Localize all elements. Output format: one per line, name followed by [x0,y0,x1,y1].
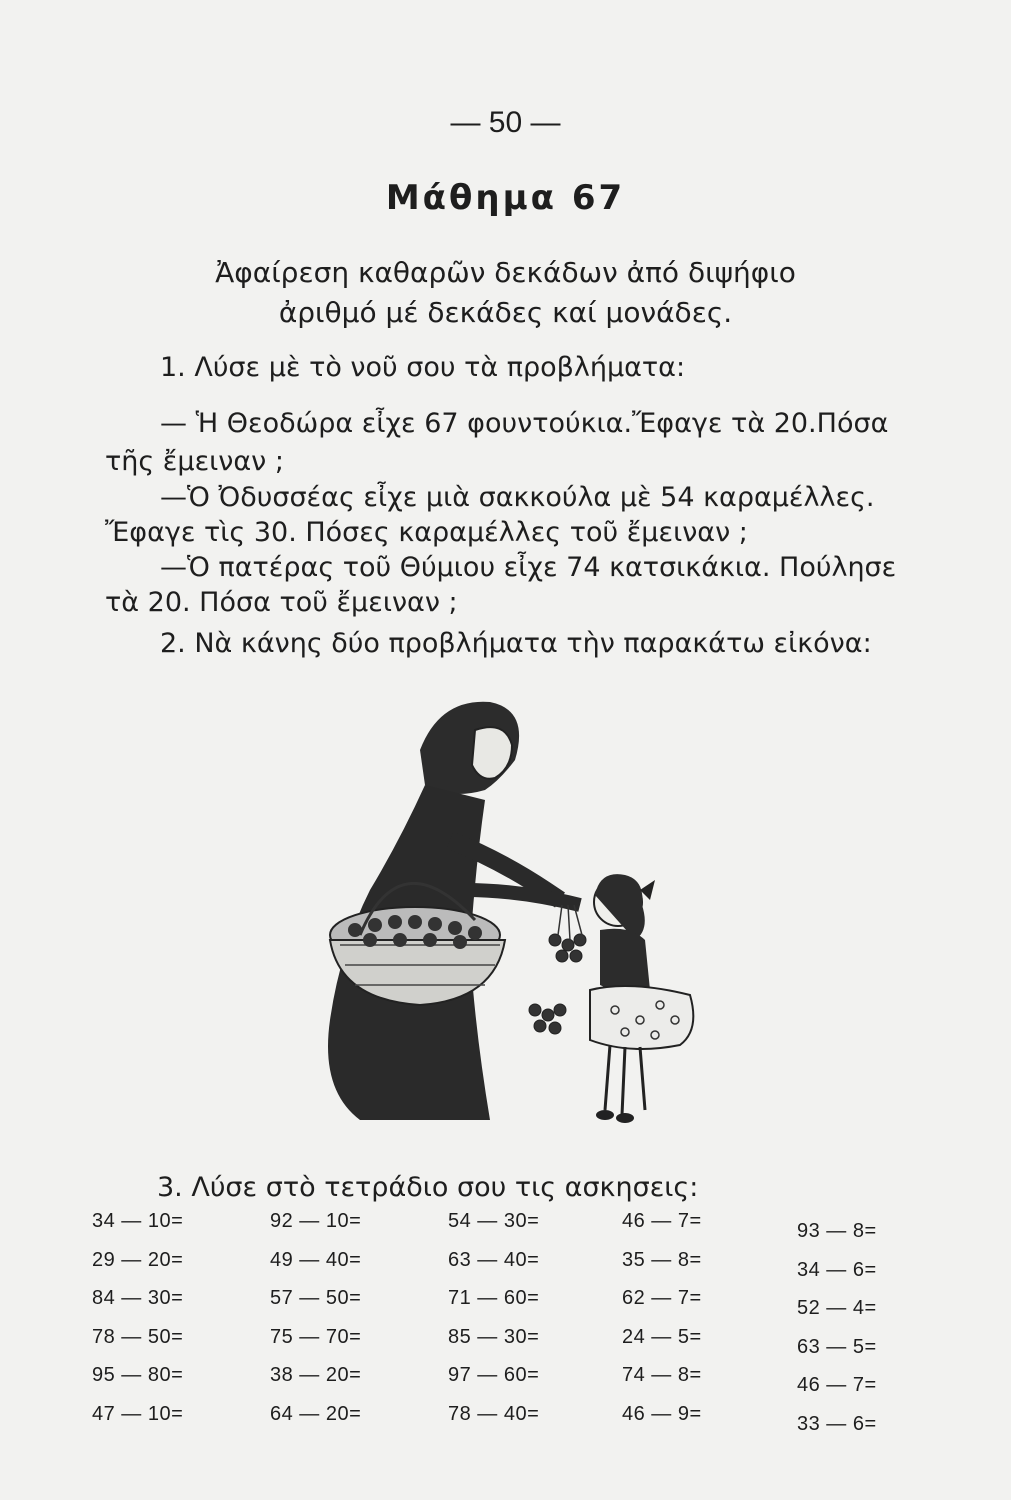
problem-1-line-1: — Ἡ Θεοδώρα εἶχε 67 φουντούκια.Ἔφαγε τὰ 20.Πόσα [160,408,889,439]
exercise-column-1 [92,1210,252,1441]
page-number: — 50 — [450,106,561,139]
exercise-item: 63 — 40= [448,1248,540,1271]
exercise-item: 34 — 10= [92,1210,184,1232]
exercise-item: 35 — 8= [622,1248,702,1271]
problem-2-line-1: —Ὁ Ὀδυσσέας εἶχε μιὰ σακκούλα μὲ 54 καραμέλλες. [160,482,875,513]
exercise-item: 78 — 40= [448,1402,540,1425]
exercise-item: 85 — 30= [448,1325,540,1348]
exercise-item: 46 — 7= [622,1210,702,1232]
exercise-item: 71 — 60= [448,1287,540,1309]
problem-2-line-2: Ἔφαγε τὶς 30. Πόσες καραμέλλες τοῦ ἔμειναν ; [105,517,748,548]
section-3-heading: 3. Λύσε στὸ τετράδιο σου τις ασκησεις: [157,1172,699,1203]
grandmother-and-girl-illustration [300,690,730,1150]
exercise-item: 33 — 6= [797,1412,877,1435]
exercise-item: 38 — 20= [270,1364,362,1386]
exercise-item: 29 — 20= [92,1248,184,1271]
exercise-item: 57 — 50= [270,1287,362,1309]
exercise-column-5 [797,1220,957,1451]
exercise-item: 62 — 7= [622,1287,702,1309]
exercise-item: 78 — 50= [92,1325,184,1348]
exercise-item: 75 — 70= [270,1325,362,1348]
subtitle-line-2: ἀριθμό μέ δεκάδες καί μονάδες. [278,296,733,329]
problem-3-line-2: τὰ 20. Πόσα τοῦ ἔμειναν ; [105,587,458,618]
section-1-heading: 1. Λύσε μὲ τὸ νοῦ σου τὰ προβλήματα: [160,352,686,383]
exercise-item: 54 — 30= [448,1210,540,1232]
exercise-item: 84 — 30= [92,1287,184,1309]
exercise-item: 64 — 20= [270,1402,362,1425]
section-2-heading: 2. Νὰ κάνης δύο προβλήματα τὴν παρακάτω εἰκόνα: [160,628,872,659]
exercise-item: 47 — 10= [92,1402,184,1425]
exercise-item: 93 — 8= [797,1220,877,1242]
exercise-item: 46 — 9= [622,1402,702,1425]
exercise-item: 52 — 4= [797,1297,877,1319]
problem-1-line-2: τῆς ἔμειναν ; [105,446,284,477]
exercise-grid [92,1210,932,1450]
exercise-column-3 [448,1210,608,1441]
exercise-item: 92 — 10= [270,1210,362,1232]
exercise-column-2 [270,1210,430,1441]
exercise-item: 49 — 40= [270,1248,362,1271]
lesson-title: Μάθημα 67 [385,178,626,218]
exercise-item: 46 — 7= [797,1374,877,1396]
exercise-item: 24 — 5= [622,1325,702,1348]
exercise-item: 63 — 5= [797,1335,877,1358]
exercise-item: 34 — 6= [797,1258,877,1281]
subtitle-line-1: Ἀφαίρεση καθαρῶν δεκάδων ἀπό διψήφιο [215,256,796,289]
exercise-item: 74 — 8= [622,1364,702,1386]
exercise-column-4 [622,1210,782,1441]
problem-3-line-1: —Ὁ πατέρας τοῦ Θύμιου εἶχε 74 κατσικάκια. Πούλησε [160,552,897,583]
exercise-item: 95 — 80= [92,1364,184,1386]
exercise-item: 97 — 60= [448,1364,540,1386]
